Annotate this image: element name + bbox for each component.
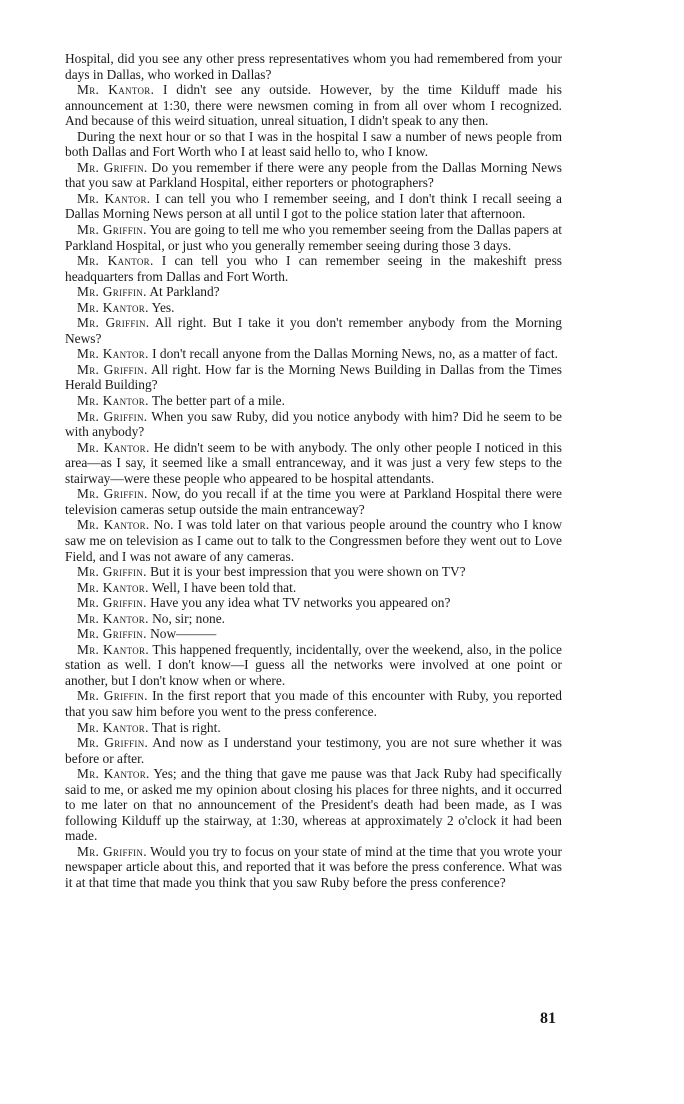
paragraph <box>65 440 562 487</box>
speaker: Mr. Griffin. <box>77 408 148 424</box>
paragraph <box>65 300 562 316</box>
paragraph <box>65 688 562 719</box>
paragraph <box>65 253 562 284</box>
speaker: Mr. Kantor. <box>77 253 154 269</box>
speaker: Mr. Kantor. <box>77 299 149 315</box>
paragraph-text: In the first report that you made of this encounter with Ruby, you reported that you saw him before you went to the press conference. <box>65 688 562 719</box>
speaker: Mr. Kantor. <box>77 766 150 782</box>
paragraph-text: No, sir; none. <box>148 610 226 626</box>
paragraph <box>65 82 562 129</box>
page-number: 81 <box>540 1010 556 1027</box>
paragraph-text: All right. How far is the Morning News Building in Dallas from the Times Herald Building? <box>65 361 562 393</box>
paragraph-text: This happened frequently, incidentally, over the weekend, also, in the police station as well. I don't know—I guess all the networks were involved at one point or another, but I don't know when or where. <box>65 641 562 688</box>
speaker: Mr. Kantor. <box>77 346 149 362</box>
paragraph <box>65 720 562 736</box>
paragraph <box>65 626 562 642</box>
paragraph-text: I don't recall anyone from the Dallas Morning News, no, as a matter of fact. <box>148 346 558 362</box>
speaker: Mr. Griffin. <box>77 284 147 300</box>
speaker: Mr. Griffin. <box>77 159 148 175</box>
speaker: Mr. Griffin. <box>77 222 147 238</box>
paragraph <box>65 580 562 596</box>
paragraph <box>65 346 562 362</box>
paragraph-text: Would you try to focus on your state of mind at the time that you wrote your newspaper article about this, and reported that it was before the press conference. What was it at that time that made you think that you saw Ruby before the press conference? <box>65 843 562 890</box>
paragraph <box>65 486 562 517</box>
speaker: Mr. Kantor. <box>77 393 149 409</box>
speaker: Mr. Griffin. <box>77 735 149 751</box>
paragraph-text: I can tell you who I remember seeing, and I don't think I recall seeing a Dallas Morning News person at all until I got to the police station later that afternoon. <box>65 190 562 222</box>
paragraph-text: You are going to tell me who you remember seeing from the Dallas papers at Parkland Hospital, or just who you generally remember seeing during those 3 days. <box>65 222 562 253</box>
paragraph <box>65 191 562 222</box>
speaker: Mr. Griffin. <box>77 595 147 611</box>
paragraph-text: All right. But I take it you don't remember anybody from the Morning News? <box>65 315 562 346</box>
speaker: Mr. Griffin. <box>77 843 147 859</box>
paragraph <box>65 517 562 564</box>
paragraph-text: During the next hour or so that I was in the hospital I saw a number of news people from both Dallas and Fort Worth who I at least said hello to, who I know. <box>65 128 562 160</box>
paragraph-text: But it is your best impression that you were shown on TV? <box>146 564 466 580</box>
speaker: Mr. Kantor. <box>77 641 149 657</box>
paragraph <box>65 393 562 409</box>
paragraph-text: And now as I understand your testimony, you are not sure whether it was before or after. <box>65 735 562 766</box>
paragraph <box>65 735 562 766</box>
paragraph <box>65 222 562 253</box>
paragraph-text: No. I was told later on that various people around the country who I know saw me on television as I came out to talk to the Congressmen before they went out to Love Field, and I was not aware of any cameras. <box>65 517 562 564</box>
paragraph-text: When you saw Ruby, did you notice anybody with him? Did he seem to be with anybody? <box>65 408 562 440</box>
speaker: Mr. Kantor. <box>77 579 149 595</box>
paragraph-text: At Parkland? <box>146 284 220 300</box>
paragraph <box>65 564 562 580</box>
paragraph-text: Yes; and the thing that gave me pause was that Jack Ruby had specifically said to me, or asked me my opinion about closing his places for three nights, and it occurred to me later on that no announcement of the President's death had been made, as I was following Kilduff up the stairway, at 1:30, whereas at approximately 2 o'clock it had been made. <box>65 766 563 844</box>
paragraph-text: That is right. <box>148 719 221 735</box>
paragraph-text: Do you remember if there were any people from the Dallas Morning News that you saw at Parkland Hospital, either reporters or photographers? <box>65 159 562 191</box>
speaker: Mr. Kantor. <box>77 610 149 626</box>
speaker: Mr. Kantor. <box>77 82 155 98</box>
paragraph <box>65 642 562 689</box>
document-page-text <box>65 51 562 891</box>
paragraph <box>65 844 562 891</box>
speaker: Mr. Kantor. <box>77 439 150 455</box>
paragraph <box>65 160 562 191</box>
paragraph-text: Now, do you recall if at the time you were at Parkland Hospital there were television cameras setup outside the main entranceway? <box>65 486 562 517</box>
paragraph <box>65 284 562 300</box>
speaker: Mr. Griffin. <box>77 315 150 331</box>
paragraph <box>65 595 562 611</box>
paragraph <box>65 315 562 346</box>
paragraph <box>65 51 562 82</box>
speaker: Mr. Griffin. <box>77 688 148 704</box>
speaker: Mr. Griffin. <box>77 361 148 377</box>
speaker: Mr. Griffin. <box>77 564 147 580</box>
speaker: Mr. Kantor. <box>77 190 151 206</box>
paragraph-text: Yes. <box>148 299 175 315</box>
paragraph-text: He didn't seem to be with anybody. The only other people I noticed in this area—as I say, it seemed like a small entranceway, and it was just a very few steps to the stairway—were these people who appeared to be hospital attendants. <box>65 439 562 486</box>
paragraph-text: Well, I have been told that. <box>148 579 297 595</box>
speaker: Mr. Griffin. <box>77 626 147 642</box>
paragraph <box>65 362 562 393</box>
paragraph <box>65 129 562 160</box>
paragraph-text: Now——— <box>146 626 217 642</box>
paragraph <box>65 409 562 440</box>
paragraph-text: Hospital, did you see any other press representatives whom you had remembered from your days in Dallas, who worked in Dallas? <box>65 51 562 82</box>
speaker: Mr. Kantor. <box>77 517 150 533</box>
paragraph-text: Have you any idea what TV networks you appeared on? <box>146 595 451 611</box>
paragraph <box>65 611 562 627</box>
paragraph-text: I didn't see any outside. However, by the time Kilduff made his announcement at 1:30, there were newsmen coming in from all over whom I recognized. And because of this weird situation, unreal situation, I didn't speak to any then. <box>65 82 562 129</box>
paragraph-text: The better part of a mile. <box>148 393 285 409</box>
speaker: Mr. Griffin. <box>77 486 148 502</box>
paragraph-text: I can tell you who I can remember seeing in the makeshift press headquarters from Dallas and Fort Worth. <box>65 253 563 284</box>
paragraph <box>65 766 562 844</box>
speaker: Mr. Kantor. <box>77 719 149 735</box>
